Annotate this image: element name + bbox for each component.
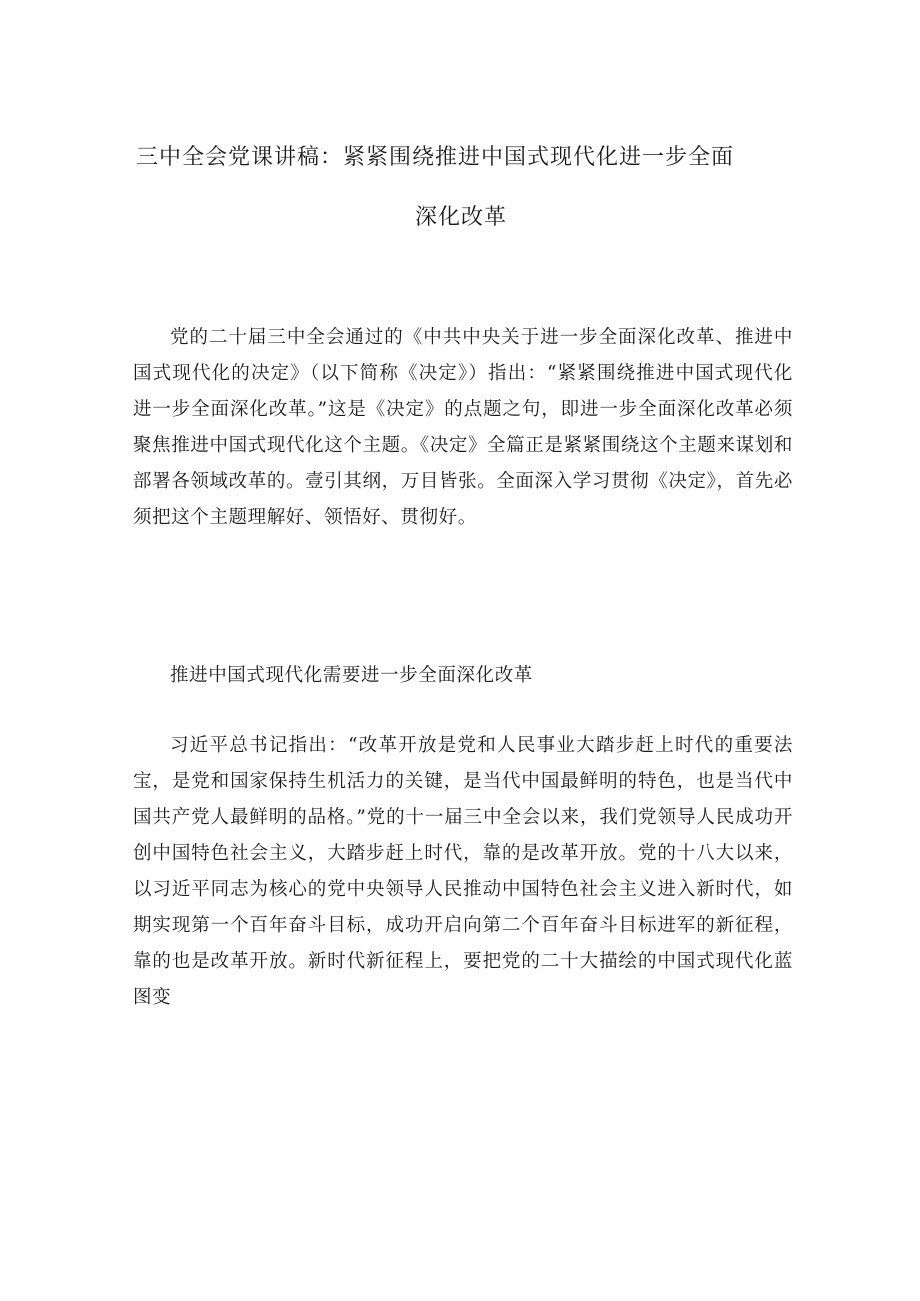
section-heading: 推进中国式现代化需要进一步全面深化改革: [170, 665, 533, 686]
document-title-line-2: 深化改革: [415, 205, 508, 230]
document-title-line-1: 三中全会党课讲稿：紧紧围绕推进中国式现代化进一步全面: [136, 145, 735, 170]
paragraph-intro: 党的二十届三中全会通过的《中共中央关于进一步全面深化改革、推进中国式现代化的决定》（以下简称《决定》）指出：“紧紧围绕推进中国式现代化进一步全面深化改革。”这是《决定》的点题之句，即进一步全面深化改革必须聚焦推进中国式现代化这个主题。《决定》全篇正是紧紧围绕这个主题来谋划和部署各领域改革的。壹引其纲，万目皆张。全面深入学习贯彻《决定》，首先必须把这个主题理解好、领悟好、贯彻好。: [133, 327, 793, 528]
paragraph-body: 习近平总书记指出：“改革开放是党和人民事业大踏步赶上时代的重要法宝，是党和国家保持生机活力的关键，是当代中国最鲜明的特色，也是当代中国共产党人最鲜明的品格。”党的十一届三中全会以来，我们党领导人民成功开创中国特色社会主义，大踏步赶上时代，靠的是改革开放。党的十八大以来，以习近平同志为核心的党中央领导人民推动中国特色社会主义进入新时代，如期实现第一个百年奋斗目标，成功开启向第二个百年奋斗目标进军的新征程，靠的也是改革开放。新时代新征程上，要把党的二十大描绘的中国式现代化蓝图变: [133, 735, 793, 1008]
